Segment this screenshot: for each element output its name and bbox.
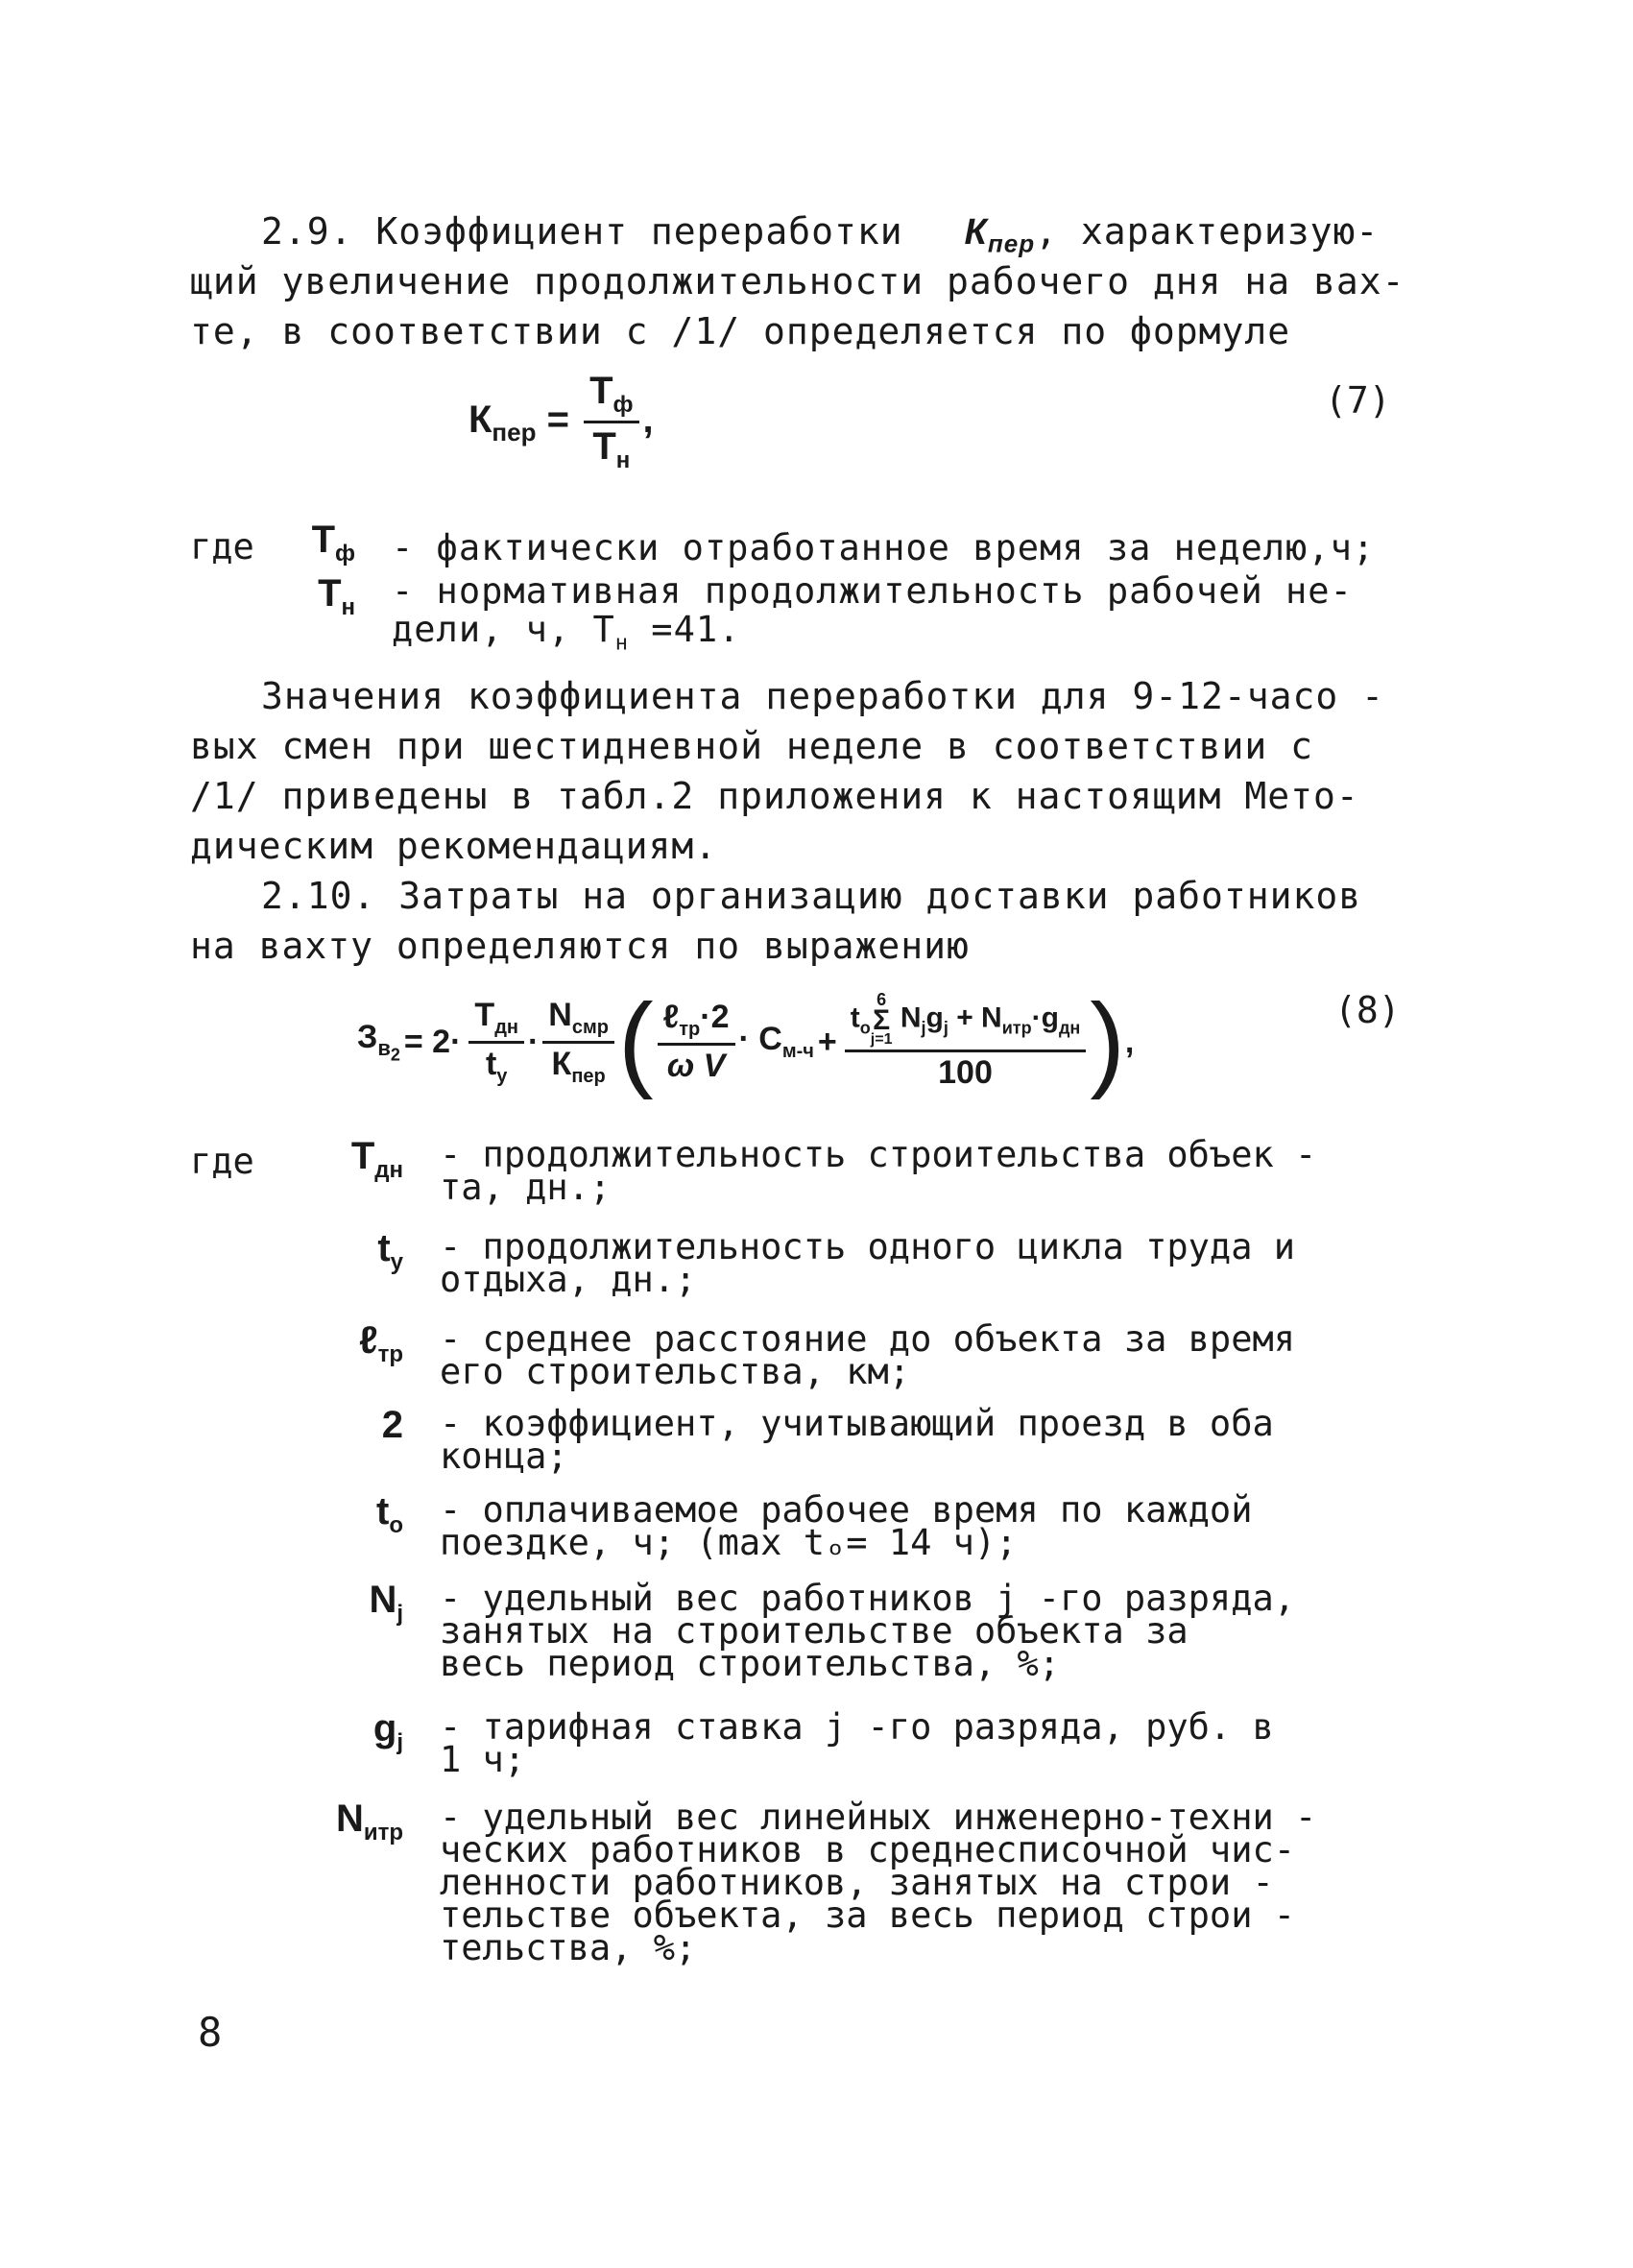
def-t-n-line-2-end: =41. (629, 609, 741, 650)
values-line-2: вых смен при шестидневной неделе в соответствии с (190, 725, 1314, 767)
formula-8-eq: = 2· (403, 1023, 462, 1060)
definition-line: - удельный вес линейных инженерно-техни - (440, 1797, 1317, 1838)
section-2-10-line-2: на вахту определяются по выражению (190, 925, 970, 967)
definition-line: ческих работников в среднесписочной чис- (440, 1829, 1296, 1870)
definition-line: - продолжительность одного цикла труда и (440, 1226, 1296, 1267)
def-t-n-line-1: - нормативная продолжительность рабочей не- (392, 570, 1353, 612)
definition-line: та, дн.; (440, 1167, 612, 1208)
formula-7-fraction (584, 370, 638, 474)
def-t-f: - фактически отработанное время за неделю,ч; (392, 527, 1376, 568)
formula-8-fraction-2: $\frac{N_{смр}}{К_{пер}}$ (542, 997, 614, 1088)
formula-7-trail: , (642, 398, 654, 442)
section-2-9-line-2: щий увеличение продолжительности рабочего дня на вах- (190, 260, 1405, 302)
formula-8-right-paren: ) (1090, 982, 1125, 1100)
section-2-10-line-1: 2.10. Затраты на организацию доставки работников (261, 875, 1362, 917)
def-t-n-line-2-sub: н (614, 631, 630, 656)
section-2-9-lead: 2.9. Коэффициент переработки (261, 210, 903, 253)
definition-line: поездке, ч; (max tₒ= 14 ч); (440, 1522, 1018, 1563)
def-symbol: $N_{итр}$ (335, 1798, 403, 1846)
section-2-9-line-3: те, в соответствии с /1/ определяется по формуле (190, 310, 1291, 352)
def-symbol: $t_о$ (376, 1490, 403, 1538)
definition-line: - коэффициент, учитывающий проезд в оба (440, 1403, 1274, 1444)
formula-7-eq: = (546, 398, 569, 442)
formula-8-cost: · $С_{м-ч}$ (738, 1021, 814, 1062)
where-label-7: где (190, 526, 254, 567)
formula-7-den: Т (592, 425, 616, 468)
definition-line: - удельный вес работников j -го разряда, (440, 1578, 1296, 1619)
formula-7-den-sub: н (615, 447, 631, 473)
section-2-9-lead-end: , характеризую- (1035, 210, 1380, 253)
formula-8-left-paren: ( (618, 982, 654, 1100)
formula-8-dot: · (527, 1023, 540, 1060)
def-symbol: ℓ$_{тр}$ (359, 1319, 403, 1367)
formula-7-num-sub: ф (612, 392, 634, 418)
formula-8-fraction-3: $\frac{\ell_{тр}\cdot 2}{\text{ω V}}$ (658, 999, 735, 1085)
page-number: 8 (198, 2009, 223, 2056)
formula-7-num: Т (589, 370, 613, 412)
definition-line: его строительства, км; (440, 1351, 911, 1392)
definition-line: ленности работников, занятых на строи - (440, 1862, 1274, 1903)
formula-8-trail: , (1124, 1023, 1135, 1060)
definition-line: конца; (440, 1436, 568, 1477)
where-label-8: где (190, 1141, 254, 1182)
t-n-symbol: $Т_н$ (318, 572, 355, 620)
definition-line: отдыха, дн.; (440, 1259, 697, 1300)
def-symbol: 2 (381, 1404, 403, 1446)
formula-7-number: (7) (1325, 379, 1391, 422)
values-line-3: /1/ приведены в табл.2 приложения к настоящим Мето- (190, 775, 1359, 817)
def-symbol: $g_j$ (372, 1707, 403, 1755)
formula-8-fraction-4: $t_o$ 6 Σ j=1 $N_jg_j + N_{итр}\cdot g_{дн}$ 100 (845, 992, 1086, 1092)
definition-line: - тарифная ставка j -го разряда, руб. в (440, 1706, 1274, 1748)
def-symbol: $N_j$ (369, 1579, 403, 1627)
definition-line: - среднее расстояние до объекта за время (440, 1318, 1296, 1360)
formula-7 (468, 370, 654, 474)
def-t-n-line-2-text: дели, ч, Т (392, 609, 615, 650)
formula-8-number: (8) (1334, 989, 1401, 1031)
def-symbol: $Т_{дн}$ (350, 1135, 403, 1183)
values-line-4: дическим рекомендациям. (190, 825, 718, 867)
definition-line: тельства, %; (440, 1927, 697, 1968)
definition-line: занятых на строительстве объекта за (440, 1610, 1189, 1652)
t-f-symbol: $Т_ф$ (311, 519, 355, 567)
definition-line: - продолжительность строительства объек - (440, 1134, 1317, 1175)
values-line-1: Значения коэффициента переработки для 9-12-часо - (261, 675, 1385, 717)
formula-8-lhs: $З_{в_2}$ (357, 1018, 400, 1065)
formula-8-plus: + (817, 1023, 837, 1060)
formula-8 (357, 970, 1134, 1114)
definition-line: - оплачиваемое рабочее время по каждой (440, 1489, 1253, 1531)
k-per-symbol: $К_{пер}$ (964, 212, 1036, 258)
def-t-n-line-2 (392, 611, 740, 663)
def-symbol: $t_у$ (377, 1227, 403, 1275)
definition-line: весь период строительства, %; (440, 1643, 1061, 1684)
formula-7-lhs: К (468, 398, 492, 442)
definition-line: 1 ч; (440, 1739, 526, 1780)
definition-line: тельстве объекта, за весь период строи - (440, 1894, 1296, 1936)
formula-7-lhs-sub: пер (492, 418, 537, 447)
formula-8-fraction-1: $\frac{Т_{дн}}{t_у}$ (468, 997, 524, 1088)
